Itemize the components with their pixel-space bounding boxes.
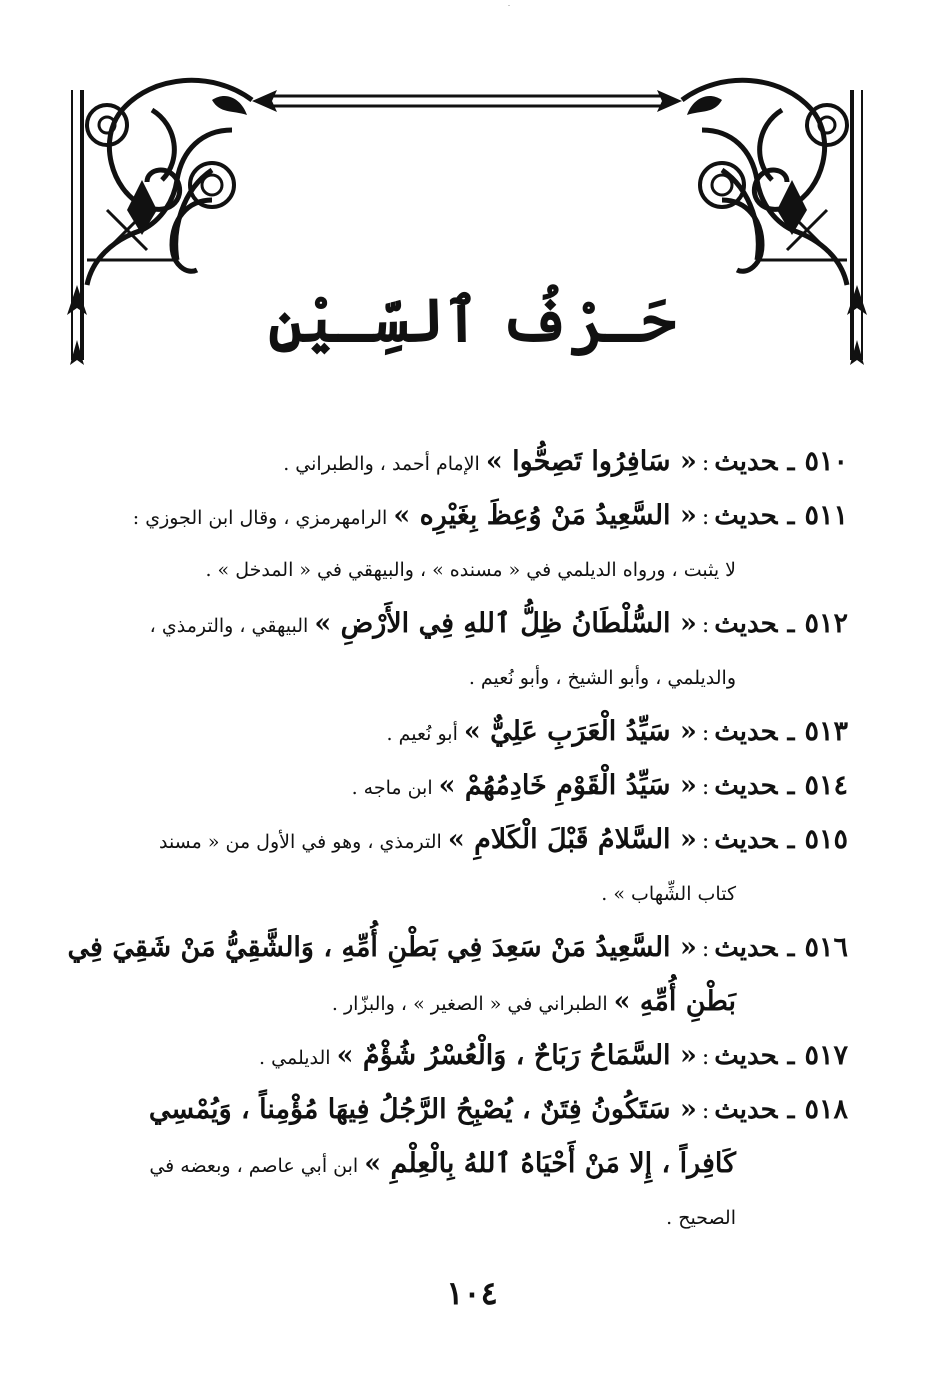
hadith-text: « السُّلْطَانُ ظِلُّ ٱللهِ فِي الأَرْضِ » xyxy=(314,608,697,639)
entry-dash: ـ xyxy=(787,501,795,530)
entry-keyword: حديث xyxy=(714,1095,778,1125)
hadith-source: الديلمي . xyxy=(259,1047,337,1069)
entry-number: ٥١٠ xyxy=(804,446,848,477)
entry-colon: : xyxy=(701,775,710,800)
hadith-source: أبو نُعيم . xyxy=(386,723,464,745)
entry-number: ٥١٦ xyxy=(804,932,848,963)
hadith-text: « السَّعِيدُ مَنْ وُعِظَ بِغَيْرِه » xyxy=(393,500,697,531)
entry-line xyxy=(88,1029,848,1083)
page-number: ١٠٤ xyxy=(446,1274,498,1312)
entry-line xyxy=(88,435,848,489)
entry-dash: ـ xyxy=(787,933,795,962)
hadith-entry xyxy=(88,1029,848,1083)
entry-dash: ـ xyxy=(787,771,795,800)
hadith-text: « السَّمَاحُ رَبَاحٌ ، وَالْعُسْرُ شُؤْمٌ » xyxy=(336,1040,697,1071)
entry-continuation-line xyxy=(88,975,848,1029)
entry-number: ٥١٧ xyxy=(804,1040,848,1071)
hadith-list xyxy=(67,435,848,1245)
entry-keyword: حديث xyxy=(714,933,778,963)
entry-line xyxy=(88,705,848,759)
entry-colon: : xyxy=(701,937,710,962)
hadith-entry xyxy=(88,759,848,813)
hadith-source: الترمذي ، وهو في الأول من « مسند xyxy=(158,831,448,853)
entry-line xyxy=(67,921,848,975)
hadith-source: الإمام أحمد ، والطبراني . xyxy=(283,453,486,475)
hadith-text: « سَافِرُوا تَصِحُّوا » xyxy=(485,446,697,477)
hadith-entry xyxy=(88,435,848,489)
entry-continuation-line: الصحيح . xyxy=(666,1207,736,1229)
entry-continuation-line xyxy=(88,1137,848,1191)
hadith-entry xyxy=(88,813,848,921)
entry-keyword: حديث xyxy=(714,447,778,477)
entry-number: ٥١٢ xyxy=(804,608,848,639)
entry-keyword: حديث xyxy=(714,771,778,801)
hadith-source: ابن ماجه . xyxy=(351,777,439,799)
entry-dash: ـ xyxy=(787,1095,795,1124)
entry-keyword: حديث xyxy=(714,1041,778,1071)
entry-dash: ـ xyxy=(787,609,795,638)
hadith-entry xyxy=(88,597,848,705)
hadith-source: ابن أبي عاصم ، وبعضه في xyxy=(149,1155,365,1177)
hadith-source: البيهقي ، والترمذي ، xyxy=(149,615,315,637)
entry-dash: ـ xyxy=(787,447,795,476)
entry-dash: ـ xyxy=(787,717,795,746)
entry-keyword: حديث xyxy=(714,825,778,855)
entry-continuation-line: كتاب الشِّهاب » . xyxy=(601,883,736,905)
entry-colon: : xyxy=(701,1045,710,1070)
entry-line xyxy=(88,489,848,543)
entry-keyword: حديث xyxy=(714,717,778,747)
entry-line xyxy=(88,813,848,867)
entry-keyword: حديث xyxy=(714,501,778,531)
entry-line xyxy=(88,759,848,813)
entry-dash: ـ xyxy=(787,1041,795,1070)
hadith-text: « السَّلامُ قَبْلَ الْكَلامِ » xyxy=(447,824,697,855)
entry-dash: ـ xyxy=(787,825,795,854)
hadith-text: كَافِراً ، إِلا مَنْ أَحْيَاهُ ٱللهُ بِالْعِلْمِ » xyxy=(364,1148,736,1179)
entry-continuation-line: والديلمي ، وأبو الشيخ ، وأبو نُعيم . xyxy=(468,667,736,689)
entry-colon: : xyxy=(701,613,710,638)
hadith-text: « سَتَكُونُ فِتَنٌ ، يُصْبِحُ الرَّجُلُ فِيهَا مُؤْمِناً ، وَيُمْسِي xyxy=(148,1094,697,1125)
entry-colon: : xyxy=(701,505,710,530)
hadith-entry xyxy=(88,1083,848,1245)
hadith-source: الرامهرمزي ، وقال ابن الجوزي : xyxy=(132,507,394,529)
hadith-entry xyxy=(67,921,848,1029)
entry-number: ٥١٣ xyxy=(804,716,848,747)
entry-colon: : xyxy=(701,721,710,746)
hadith-text: « سَيِّدُ الْعَرَبِ عَلِيٌّ » xyxy=(463,716,697,747)
hadith-text: « سَيِّدُ الْقَوْمِ خَادِمُهُمْ » xyxy=(438,770,697,801)
hadith-text: « السَّعِيدُ مَنْ سَعِدَ فِي بَطْنِ أُمِّهِ ، وَالشَّقِيُّ مَنْ شَقِيَ فِي xyxy=(67,932,697,963)
entry-line xyxy=(88,1083,848,1137)
hadith-entry xyxy=(88,489,848,597)
entry-colon: : xyxy=(701,451,710,476)
entry-line xyxy=(88,597,848,651)
entry-keyword: حديث xyxy=(714,609,778,639)
entry-number: ٥١٨ xyxy=(804,1094,848,1125)
entry-colon: : xyxy=(701,829,710,854)
entry-number: ٥١٥ xyxy=(804,824,848,855)
chapter-title: حَـرْفُ ٱلسِّـيْنِ xyxy=(268,286,676,356)
entry-number: ٥١١ xyxy=(804,500,848,531)
hadith-entry xyxy=(88,705,848,759)
hadith-source: الطبراني في « الصغير » ، والبزّار . xyxy=(331,993,614,1015)
hadith-text: بَطْنِ أُمِّهِ » xyxy=(613,986,736,1017)
entry-continuation-line: لا يثبت ، ورواه الديلمي في « مسنده » ، والبيهقي في « المدخل » . xyxy=(205,559,736,581)
entry-colon: : xyxy=(701,1099,710,1124)
entry-number: ٥١٤ xyxy=(804,770,848,801)
